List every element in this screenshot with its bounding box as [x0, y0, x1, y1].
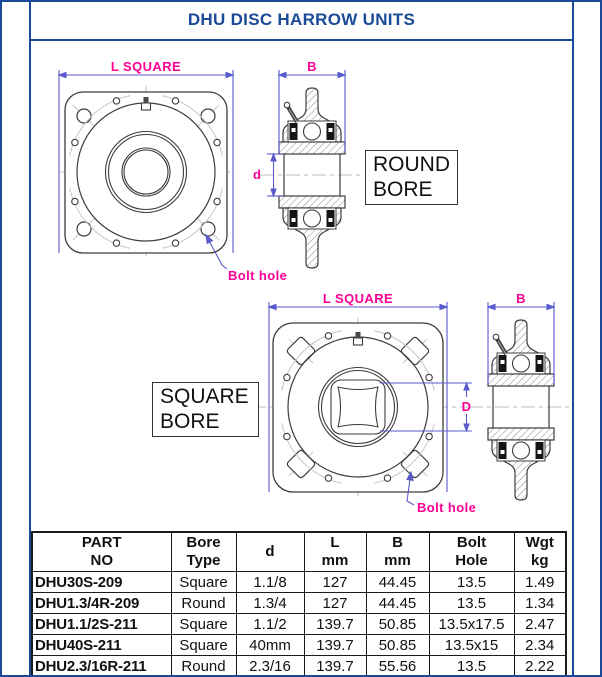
cell-wgt: 1.34 — [514, 593, 566, 614]
cell-b: 50.85 — [366, 635, 429, 656]
cell-b: 44.45 — [366, 572, 429, 593]
header-bore-type: Bore Type — [171, 532, 236, 572]
cell-part-no: DHU2.3/16R-211 — [32, 656, 171, 677]
label-bolt-hole-round: Bolt hole — [228, 268, 288, 283]
label-b-round: B — [307, 59, 317, 74]
cell-bolt-hole: 13.5 — [429, 572, 514, 593]
round-bore-line1: ROUND — [373, 153, 450, 176]
cell-d: 40mm — [236, 635, 304, 656]
cell-bolt-hole: 13.5x17.5 — [429, 614, 514, 635]
cell-l: 127 — [304, 572, 366, 593]
cell-bolt-hole: 13.5x15 — [429, 635, 514, 656]
cell-d: 1.3/4 — [236, 593, 304, 614]
label-b-square: B — [516, 291, 526, 306]
cell-l: 139.7 — [304, 614, 366, 635]
cell-d: 1.1/2 — [236, 614, 304, 635]
cell-bolt-hole: 13.5 — [429, 656, 514, 677]
cell-b: 55.56 — [366, 656, 429, 677]
header-l-mm: L mm — [304, 532, 366, 572]
label-d-round: d — [253, 167, 262, 182]
cell-b: 44.45 — [366, 593, 429, 614]
cell-wgt: 2.22 — [514, 656, 566, 677]
cell-bore-type: Round — [171, 593, 236, 614]
cell-bore-type: Square — [171, 635, 236, 656]
round-bore-line2: BORE — [373, 178, 433, 201]
cell-bolt-hole: 13.5 — [429, 593, 514, 614]
label-l-square-round: L SQUARE — [110, 59, 182, 74]
header-bolt-hole: Bolt Hole — [429, 532, 514, 572]
header-wgt-kg: Wgt kg — [514, 532, 566, 572]
cell-part-no: DHU40S-211 — [32, 635, 171, 656]
cell-l: 127 — [304, 593, 366, 614]
square-bore-line2: BORE — [160, 410, 220, 433]
header-b-mm: B mm — [366, 532, 429, 572]
label-bolt-hole-square: Bolt hole — [417, 500, 477, 515]
cell-wgt: 2.47 — [514, 614, 566, 635]
cell-part-no: DHU1.3/4R-209 — [32, 593, 171, 614]
page-title: DHU DISC HARROW UNITS — [187, 10, 416, 29]
cell-bore-type: Round — [171, 656, 236, 677]
label-d-square: D — [461, 399, 472, 414]
label-l-square-square: L SQUARE — [322, 291, 394, 306]
cell-d: 2.3/16 — [236, 656, 304, 677]
cell-wgt: 2.34 — [514, 635, 566, 656]
cell-b: 50.85 — [366, 614, 429, 635]
header-d: d — [236, 532, 304, 572]
cell-d: 1.1/8 — [236, 572, 304, 593]
cell-part-no: DHU1.1/2S-211 — [32, 614, 171, 635]
cell-l: 139.7 — [304, 656, 366, 677]
cell-wgt: 1.49 — [514, 572, 566, 593]
cell-l: 139.7 — [304, 635, 366, 656]
header-part-no: PART NO — [32, 532, 171, 572]
cell-bore-type: Square — [171, 614, 236, 635]
cell-part-no: DHU30S-209 — [32, 572, 171, 593]
square-bore-line1: SQUARE — [160, 385, 249, 408]
cell-bore-type: Square — [171, 572, 236, 593]
